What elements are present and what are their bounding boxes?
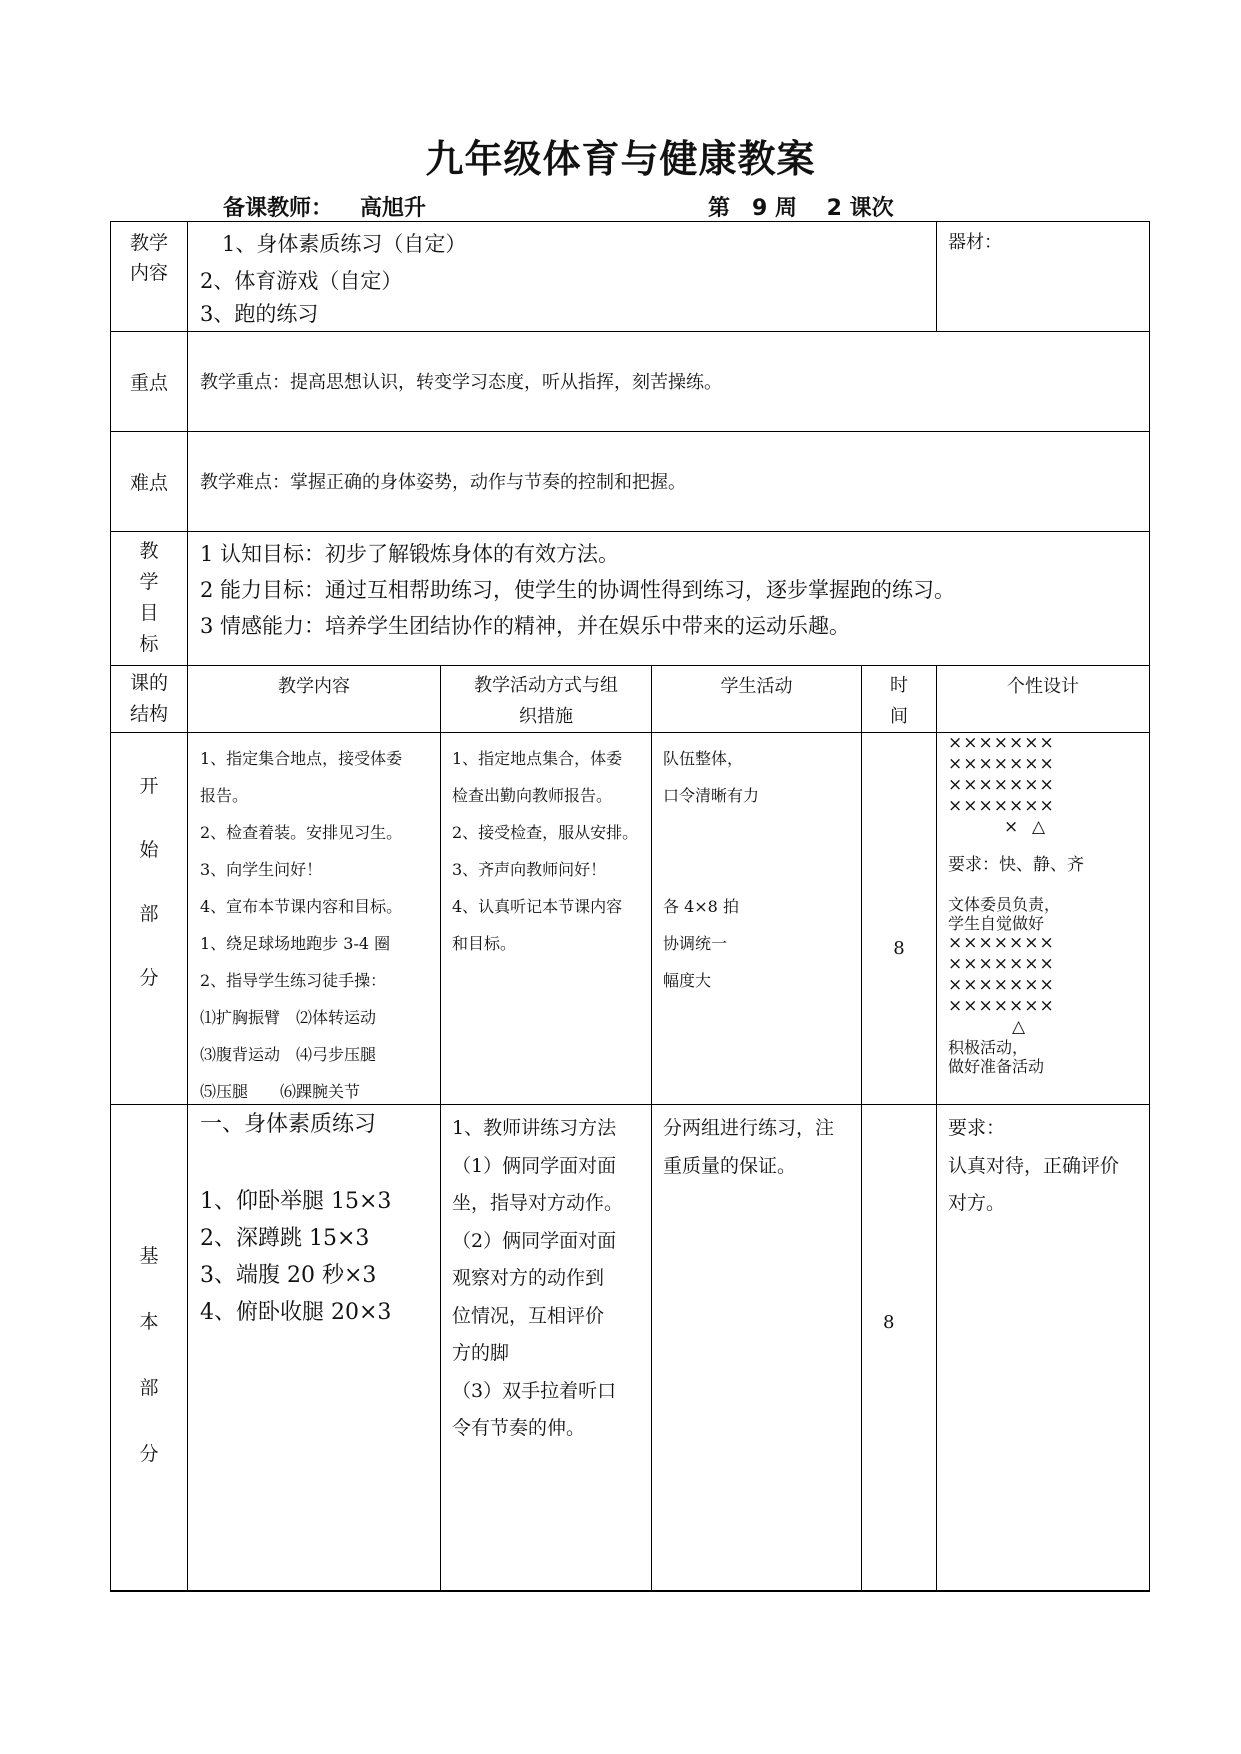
formation-row: ××××××× <box>948 996 1055 1016</box>
list-item: 对方。 <box>948 1192 1006 1214</box>
col-header-method: 教学活动方式与组 织措施 <box>474 675 618 727</box>
start-content <box>200 740 402 1110</box>
list-item: 2、接受检查，服从安排。 <box>452 823 639 842</box>
start-method <box>452 740 638 962</box>
list-item: 1、指定集合地点，接受体委 <box>200 749 403 768</box>
teacher-mark: △ <box>1012 1017 1027 1037</box>
content-item: 1、身体素质练习（自定） <box>222 232 467 256</box>
formation-row: ××××××× <box>948 733 1055 753</box>
goals-list <box>200 536 955 644</box>
list-item: 口令清晰有力 <box>663 786 760 805</box>
list-item: 2、检查着装。安排见习生。 <box>200 823 403 842</box>
list-item: 要求： <box>948 1117 1006 1139</box>
goals-label: 教 学 目 标 <box>139 540 159 655</box>
content-item: 3、跑的练习 <box>200 302 319 326</box>
design-note: 做好准备活动 <box>948 1057 1045 1076</box>
list-item: 2、深蹲跳 15×3 <box>200 1226 370 1251</box>
formation-row: ××××××× <box>948 754 1055 774</box>
difficulty-text: 教学难点：掌握正确的身体姿势，动作与节奏的控制和把握。 <box>200 472 686 493</box>
formation-row: ××××××× <box>948 775 1055 795</box>
list-item: 协调统一 <box>663 934 728 953</box>
list-item: ⑸压腿 ⑹踝腕关节 <box>200 1082 361 1101</box>
list-item: ⑴扩胸振臂 ⑵体转运动 <box>200 1008 377 1027</box>
list-item: 报告。 <box>200 786 249 805</box>
formation-row: ××××××× <box>948 796 1055 816</box>
list-item: 认真对待，正确评价 <box>948 1154 1120 1177</box>
col-header-content: 教学内容 <box>278 676 350 697</box>
start-time: 8 <box>893 938 905 959</box>
list-item: 1、仰卧举腿 15×3 <box>200 1189 392 1214</box>
list-item: 检查出勤向教师报告。 <box>452 786 613 805</box>
formation-row: ××××××× <box>948 975 1055 995</box>
list-item: 重质量的保证。 <box>663 1154 797 1177</box>
requirement-text: 要求：快、静、齐 <box>948 855 1084 875</box>
teacher-name: 高旭升 <box>360 196 427 221</box>
basic-content <box>200 1183 391 1331</box>
list-item: 令有节奏的伸。 <box>452 1417 586 1439</box>
list-item: 1、绕足球场地跑步 3-4 圈 <box>200 934 391 953</box>
design-note: 学生自觉做好 <box>948 914 1045 933</box>
formation-row: ××××××× <box>948 933 1055 953</box>
goal-item: 1 认知目标：初步了解锻炼身体的有效方法。 <box>200 542 620 566</box>
col-header-design: 个性设计 <box>1007 676 1079 697</box>
design-note: 文体委员负责， <box>948 895 1061 914</box>
col-header-structure: 课的 结构 <box>129 672 168 725</box>
list-item: 方的脚 <box>452 1342 510 1364</box>
formation-row: ××××××× <box>948 954 1055 974</box>
list-item: 坐，指导对方动作。 <box>452 1192 624 1214</box>
list-item: 1、教师讲练习方法 <box>452 1117 617 1139</box>
list-item: ⑶腹背运动 ⑷弓步压腿 <box>200 1045 377 1064</box>
list-item: 各 4×8 拍 <box>663 897 739 916</box>
start-part-label: 开 始 部 分 <box>139 775 159 989</box>
content-row-label: 教学 内容 <box>129 232 168 284</box>
teacher-label: 备课教师： <box>223 196 334 221</box>
list-item: （1）俩同学面对面 <box>452 1154 617 1177</box>
list-item: 3、向学生问好！ <box>200 860 323 879</box>
list-item: （2）俩同学面对面 <box>452 1229 617 1252</box>
list-item: 和目标。 <box>452 934 517 953</box>
basic-time: 8 <box>883 1312 895 1333</box>
week-lesson: 第 9 周 2 课次 <box>708 196 894 221</box>
basic-heading: 一、身体素质练习 <box>200 1112 377 1137</box>
content-item: 2、体育游戏（自定） <box>200 269 403 293</box>
design-note: 积极活动， <box>948 1038 1029 1057</box>
list-item: 观察对方的动作到 <box>452 1267 605 1289</box>
list-item: 1、指定地点集合，体委 <box>452 749 623 768</box>
basic-design <box>948 1110 1119 1223</box>
basic-student <box>663 1110 834 1185</box>
list-item: 幅度大 <box>663 971 712 990</box>
list-item: 4、宣布本节课内容和目标。 <box>200 897 403 916</box>
page-title: 九年级体育与健康教案 <box>425 137 816 181</box>
key-point-label: 重点 <box>129 372 168 394</box>
list-item: 4、认真听记本节课内容 <box>452 897 623 916</box>
list-item: （3）双手拉着听口 <box>452 1379 617 1402</box>
list-item: 队伍整体， <box>663 749 744 768</box>
list-item: 2、指导学生练习徒手操： <box>200 971 387 990</box>
list-item: 3、齐声向教师问好！ <box>452 860 607 879</box>
start-design <box>948 733 1148 1076</box>
goal-item: 3 情感能力：培养学生团结协作的精神，并在娱乐中带来的运动乐趣。 <box>200 614 851 638</box>
list-item: 3、端腹 20 秒×3 <box>200 1263 377 1288</box>
basic-part-label: 基 本 部 分 <box>139 1245 159 1465</box>
col-header-time: 时 间 <box>890 675 908 727</box>
list-item: 分两组进行练习，注 <box>663 1117 835 1139</box>
col-header-student: 学生活动 <box>720 676 793 697</box>
key-point-text: 教学重点：提高思想认识，转变学习态度，听从指挥，刻苦操练。 <box>200 372 722 393</box>
difficulty-label: 难点 <box>129 472 168 494</box>
basic-method <box>452 1110 623 1448</box>
goal-item: 2 能力目标：通过互相帮助练习，使学生的协调性得到练习，逐步掌握跑的练习。 <box>200 578 956 602</box>
teacher-position: × △ <box>1004 817 1047 837</box>
list-item: 位情况，互相评价 <box>452 1304 605 1327</box>
list-item: 4、俯卧收腿 20×3 <box>200 1300 392 1325</box>
equipment-label: 器材： <box>948 232 1002 253</box>
start-student <box>663 740 759 999</box>
